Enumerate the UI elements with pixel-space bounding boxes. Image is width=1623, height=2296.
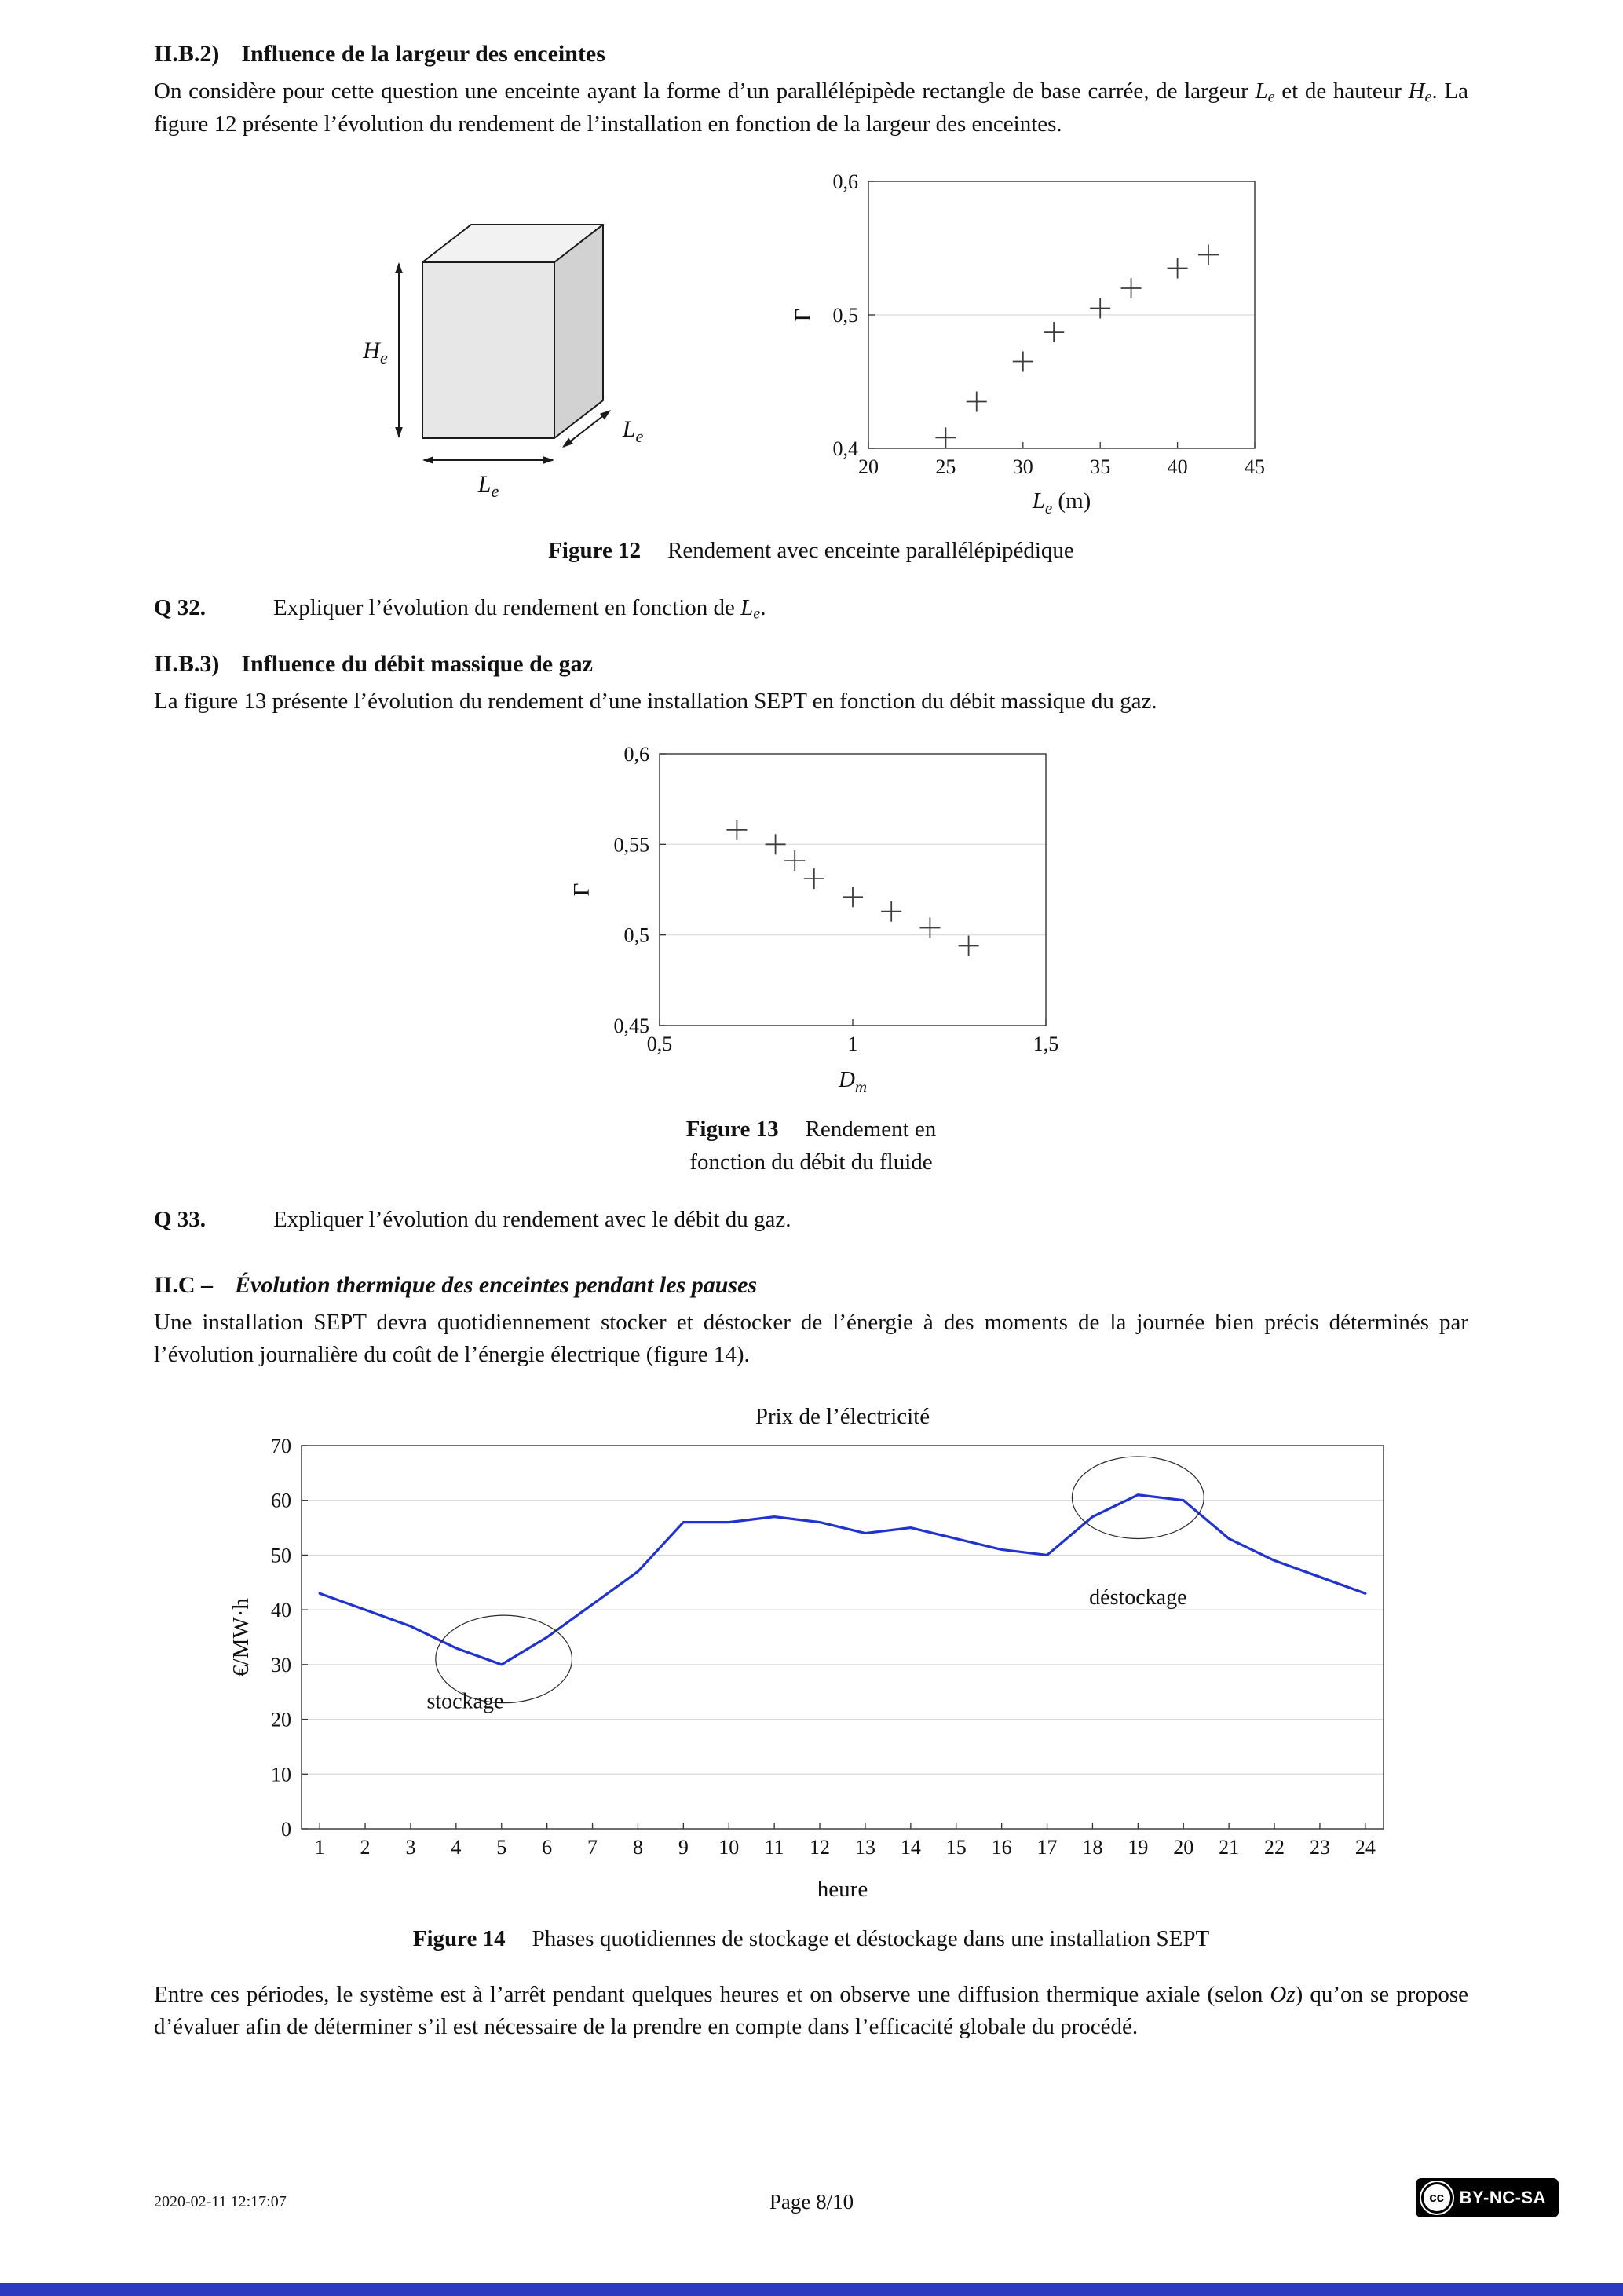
svg-text:16: 16	[991, 1835, 1012, 1859]
svg-text:24: 24	[1354, 1835, 1376, 1859]
svg-text:8: 8	[632, 1835, 643, 1859]
svg-text:1: 1	[847, 1032, 858, 1055]
paragraph-iic-intro: Une installation SEPT devra quotidiennement stocker et déstocker de l’énergie à des moments de la journée bien précis déterminés par l’évolution journalière du coût de l’énergie électrique (figure 14).	[154, 1310, 1468, 1368]
section-number-iib3: II.B.3)	[154, 650, 220, 677]
svg-text:0,6: 0,6	[623, 742, 649, 766]
question-32-label: Q 32.	[154, 595, 207, 621]
figure14-caption	[154, 1922, 1468, 1955]
svg-text:déstockage: déstockage	[1089, 1585, 1187, 1610]
fig13-chart	[562, 741, 1060, 1095]
svg-text:11: 11	[764, 1835, 784, 1859]
page-footer	[0, 2180, 1623, 2219]
svg-text:13: 13	[854, 1835, 875, 1859]
figure12-caption-label: Figure 12	[548, 538, 642, 564]
svg-text:35: 35	[1090, 455, 1111, 479]
question-33-text: Expliquer l’évolution du rendement avec le débit du gaz.	[273, 1207, 791, 1233]
question-32	[154, 592, 1468, 625]
box-side-face	[554, 225, 603, 438]
section-heading-iic	[154, 1272, 1468, 1299]
question-33-label: Q 33.	[154, 1207, 207, 1233]
fig12-chart	[787, 169, 1267, 516]
figure13-caption-text-line1: Rendement en	[805, 1116, 937, 1142]
svg-text:Γ: Γ	[569, 883, 594, 897]
fig14-chart	[229, 1395, 1393, 1904]
timestamp: 2020-02-11 12:17:07	[154, 2193, 287, 2210]
svg-text:20: 20	[858, 455, 879, 479]
section-number-iib2: II.B.2)	[154, 41, 220, 67]
svg-text:stockage: stockage	[426, 1689, 504, 1714]
svg-text:10: 10	[271, 1762, 291, 1786]
figure13	[154, 741, 1468, 1099]
paragraph-iib2-intro: On considère pour cette question une enceinte ayant la forme d’un parallélépipède rectangle de base carrée, de largeur Le et de hauteur He. La figure 12 présente l’évolution du rendement de l’installation en fonction de la largeur des enceintes.	[154, 79, 1468, 137]
box-front-face	[422, 262, 554, 438]
figure12-caption	[154, 534, 1468, 567]
figure14-caption-text: Phases quotidiennes de stockage et déstockage dans une installation SEPT	[532, 1925, 1210, 1951]
enclosure-3d-box	[355, 184, 669, 501]
svg-text:He: $H_e$	[363, 338, 388, 368]
cc-license-text: BY-NC-SA	[1459, 2188, 1546, 2207]
svg-text:7: 7	[587, 1835, 598, 1859]
paragraph-conclusion: Entre ces périodes, le système est à l’arrêt pendant quelques heures et on observe une diffusion thermique axiale (selon Oz) qu’on se propose d’évaluer afin de déterminer s’il est nécessaire de la prendre en compte dans l’efficacité globale du procédé.	[154, 1981, 1468, 2039]
svg-text:20: 20	[1173, 1835, 1194, 1859]
figure12-box-diagram	[355, 184, 669, 505]
figure12-caption-text: Rendement avec enceinte parallélépipédique	[667, 538, 1074, 564]
paragraph-iib3-intro: La figure 13 présente l’évolution du rendement d’une installation SEPT en fonction du débit massique du gaz.	[154, 688, 1157, 714]
svg-text:Prix de l’électricité: Prix de l’électricité	[755, 1403, 930, 1429]
svg-text:0,4: 0,4	[832, 437, 858, 461]
svg-text:0,6: 0,6	[832, 170, 858, 194]
question-32-text: Expliquer l’évolution du rendement en fonction de Le.	[273, 595, 766, 623]
svg-text:0,5: 0,5	[623, 923, 649, 947]
svg-text:15: 15	[945, 1835, 967, 1859]
svg-text:12: 12	[810, 1835, 831, 1859]
page-number: Page 8/10	[769, 2190, 854, 2214]
svg-text:9: 9	[678, 1835, 689, 1859]
svg-text:€/MW·h: €/MW·h	[229, 1597, 254, 1676]
svg-text:40: 40	[1167, 455, 1188, 479]
figure12	[154, 169, 1468, 520]
svg-text:50: 50	[271, 1543, 291, 1567]
svg-text:2: 2	[360, 1835, 371, 1859]
svg-text:45: 45	[1245, 455, 1265, 479]
svg-text:23: 23	[1309, 1835, 1330, 1859]
svg-text:0,5: 0,5	[832, 304, 858, 327]
annotation-ellipse-1	[1072, 1456, 1204, 1538]
electricity-price-curve	[320, 1494, 1365, 1664]
svg-text:30: 30	[271, 1653, 291, 1676]
figure13-scatter-plot	[562, 741, 1060, 1099]
svg-text:60: 60	[271, 1489, 291, 1512]
svg-text:Le: $L_e$	[477, 471, 499, 502]
section-heading-iib2	[154, 41, 1468, 68]
svg-text:4: 4	[451, 1835, 462, 1859]
figure13-caption-label: Figure 13	[685, 1116, 779, 1142]
plot-frame	[302, 1446, 1384, 1829]
svg-text:3: 3	[405, 1835, 416, 1859]
section-heading-iib3	[154, 651, 1468, 678]
bottom-bar	[0, 2283, 1623, 2296]
svg-text:Γ: Γ	[791, 309, 816, 322]
svg-text:6: 6	[542, 1835, 553, 1859]
section-number-iic: II.C –	[154, 1272, 214, 1299]
svg-text:21: 21	[1219, 1835, 1240, 1859]
svg-text:Dm: $D_m$	[838, 1066, 868, 1095]
figure14-line-chart	[229, 1395, 1393, 1908]
figure14-caption-label: Figure 14	[412, 1925, 506, 1951]
svg-text:19: 19	[1128, 1835, 1149, 1859]
section-title-iic: Évolution thermique des enceintes pendant les pauses	[235, 1272, 758, 1299]
svg-text:40: 40	[271, 1598, 291, 1621]
figure14	[154, 1395, 1468, 1908]
section-title-iib2: Influence de la largeur des enceintes	[241, 41, 605, 67]
cc-logo-icon: cc	[1421, 2182, 1453, 2214]
svg-text:0: 0	[281, 1817, 291, 1841]
svg-text:70: 70	[271, 1434, 291, 1457]
cc-license-badge	[1416, 2178, 1559, 2217]
svg-text:Le: $L_e$	[622, 416, 644, 447]
svg-text:30: 30	[1012, 455, 1033, 479]
svg-text:25: 25	[935, 455, 956, 479]
svg-text:18: 18	[1082, 1835, 1103, 1859]
figure13-caption	[154, 1113, 1468, 1179]
svg-text:heure: heure	[817, 1876, 868, 1902]
svg-text:0,5: 0,5	[646, 1032, 673, 1055]
svg-text:10: 10	[718, 1835, 740, 1859]
svg-text:0,45: 0,45	[613, 1014, 649, 1037]
svg-text:22: 22	[1264, 1835, 1285, 1859]
question-33	[154, 1204, 1468, 1236]
svg-text:14: 14	[900, 1835, 921, 1859]
svg-text:1: 1	[314, 1835, 325, 1859]
figure13-caption-text-line2: fonction du débit du fluide	[689, 1149, 933, 1175]
figure12-scatter-plot	[787, 169, 1267, 520]
svg-text:17: 17	[1036, 1835, 1058, 1859]
svg-text:0,55: 0,55	[613, 833, 649, 857]
svg-text:1,5: 1,5	[1033, 1032, 1059, 1055]
svg-text:Le (m): $L_e$ (m)	[1032, 488, 1091, 517]
svg-text:20: 20	[271, 1708, 291, 1731]
svg-text:5: 5	[496, 1835, 507, 1859]
section-title-iib3: Influence du débit massique de gaz	[241, 650, 593, 677]
